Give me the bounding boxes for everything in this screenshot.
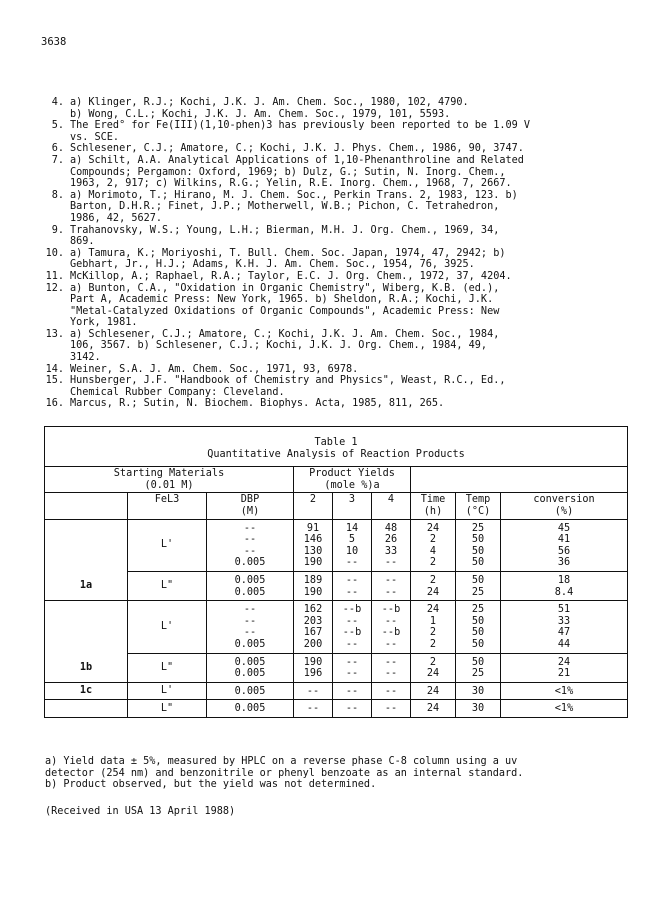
dbp-value: 0.005 — [234, 557, 266, 569]
results-table — [44, 426, 627, 718]
y4-cell — [372, 653, 411, 682]
reference-line: 1986, 42, 5627. — [70, 212, 163, 224]
reference-text — [70, 271, 638, 283]
conv-cell — [501, 682, 628, 700]
reference-text — [70, 143, 638, 155]
y2-value: 203 — [303, 615, 323, 627]
reference-item — [38, 120, 638, 143]
reference-item — [38, 225, 638, 248]
header-col-4: 4 — [372, 493, 411, 519]
header-temp-label: Temp — [465, 494, 491, 506]
header-col-2: 2 — [294, 493, 333, 519]
reference-line: a) Tamura, K.; Moriyoshi, T. Bull. Chem. Soc. Japan, 1974, 47, 2942; b) — [70, 247, 506, 259]
reference-line: a) Schlesener, C.J.; Amatore, C.; Kochi, J.K. J. Am. Chem. Soc., 1984, — [70, 328, 500, 340]
temp-value: 50 — [471, 534, 485, 546]
conv-value: 21 — [557, 668, 571, 680]
dbp-value: 0.005 — [234, 574, 266, 586]
reference-line: Chemical Rubber Company: Cleveland. — [70, 386, 285, 398]
y3-value: -- — [345, 638, 359, 650]
header-yields-sub: (mole %)a — [324, 479, 380, 491]
footnote-line: b) Product observed, but the yield was not determined. — [45, 779, 377, 791]
y2-value: -- — [306, 703, 320, 715]
temp-cell — [456, 519, 501, 571]
reference-line: Trahanovsky, W.S.; Young, L.H.; Bierman, M.H. J. Org. Chem., 1969, 34, — [70, 224, 500, 236]
reference-item — [38, 364, 638, 376]
y3-value: 5 — [348, 534, 356, 546]
reference-number: 15. — [45, 375, 64, 387]
temp-value: 25 — [471, 668, 485, 680]
y4-value: --b — [381, 604, 401, 616]
temp-cell — [456, 601, 501, 653]
reference-list — [38, 97, 638, 410]
dbp-value: -- — [243, 522, 257, 534]
reference-number: 16. — [45, 398, 64, 410]
conv-value: 41 — [557, 534, 571, 546]
y2-cell — [294, 571, 333, 600]
y4-cell — [372, 682, 411, 700]
header-time-label: Time — [420, 494, 446, 506]
reference-number: 5. — [51, 120, 64, 132]
y4-value: -- — [384, 638, 398, 650]
table-footnotes — [45, 756, 645, 791]
header-starting-sub: (0.01 M) — [144, 479, 194, 491]
reference-line: Part A, Academic Press: New York, 1965. b) Sheldon, R.A.; Kochi, J.K. — [70, 294, 494, 306]
temp-value: 25 — [471, 586, 485, 598]
table-row — [45, 653, 628, 682]
y4-value: 48 — [384, 522, 398, 534]
reference-item — [38, 398, 638, 410]
table-row — [45, 571, 628, 600]
y2-value: 146 — [303, 534, 323, 546]
dbp-value: 0.005 — [234, 703, 266, 715]
dbp-cell — [207, 571, 294, 600]
substrate-cell: 1b — [45, 653, 128, 682]
time-value: 24 — [426, 685, 440, 697]
temp-value: 50 — [471, 574, 485, 586]
reference-number: 9. — [51, 224, 64, 236]
reference-text — [70, 155, 638, 190]
time-value: 24 — [426, 703, 440, 715]
header-time-unit: (h) — [423, 505, 443, 517]
table-row — [45, 601, 628, 653]
temp-value: 25 — [471, 522, 485, 534]
temp-value: 25 — [471, 604, 485, 616]
reference-number: 14. — [45, 363, 64, 375]
y2-value: 91 — [306, 522, 320, 534]
reference-line: 3142. — [70, 352, 101, 364]
y3-cell — [333, 571, 372, 600]
y3-value: 14 — [345, 522, 359, 534]
reference-text — [70, 248, 638, 271]
reference-text — [70, 329, 638, 364]
y3-value: -- — [345, 656, 359, 668]
reference-item — [38, 143, 638, 155]
y3-value: --b — [342, 627, 362, 639]
conv-value: 44 — [557, 638, 571, 650]
dbp-value: 0.005 — [234, 638, 266, 650]
y2-value: 196 — [303, 668, 323, 680]
reference-line: a) Klinger, R.J.; Kochi, J.K. J. Am. Chem. Soc., 1980, 102, 4790. — [70, 97, 469, 108]
temp-value: 30 — [471, 685, 485, 697]
reference-number: 10. — [45, 247, 64, 259]
dbp-value: -- — [243, 627, 257, 639]
y4-cell — [372, 571, 411, 600]
y2-value: 190 — [303, 586, 323, 598]
y3-cell — [333, 653, 372, 682]
conv-cell — [501, 653, 628, 682]
dbp-cell — [207, 601, 294, 653]
temp-value: 50 — [471, 557, 485, 569]
time-cell — [411, 571, 456, 600]
reference-number: 12. — [45, 282, 64, 294]
reference-item — [38, 155, 638, 190]
reference-line: Gebhart, Jr., H.J.; Adams, K.H. J. Am. Chem. Soc., 1954, 76, 3925. — [70, 259, 475, 271]
y4-value: -- — [384, 574, 398, 586]
header-col-3: 3 — [333, 493, 372, 519]
reference-line: b) Wong, C.L.; Kochi, J.K. J. Am. Chem. Soc., 1979, 101, 5593. — [70, 108, 451, 120]
dbp-value: 0.005 — [234, 586, 266, 598]
table-row — [45, 519, 628, 571]
header-yields-label: Product Yields — [309, 468, 395, 480]
conv-cell — [501, 571, 628, 600]
header-time — [411, 493, 456, 519]
header-fel3: FeL3 — [128, 493, 207, 519]
time-value: 2 — [429, 574, 437, 586]
reference-line: Weiner, S.A. J. Am. Chem. Soc., 1971, 93, 6978. — [70, 363, 359, 375]
time-value: 24 — [426, 522, 440, 534]
substrate-cell: 1a — [45, 571, 128, 600]
table-caption — [45, 427, 628, 467]
y3-cell — [333, 601, 372, 653]
y3-value: -- — [345, 574, 359, 586]
time-value: 1 — [429, 615, 437, 627]
y2-cell — [294, 519, 333, 571]
dbp-value: -- — [243, 604, 257, 616]
y3-value: -- — [345, 668, 359, 680]
y2-cell — [294, 700, 333, 718]
header-dbp-label: DBP — [240, 494, 260, 506]
dbp-cell — [207, 519, 294, 571]
reference-line: a) Schilt, A.A. Analytical Applications of 1,10-Phenanthroline and Related — [70, 154, 524, 166]
header-starting-materials — [45, 467, 294, 493]
reference-line: Marcus, R.; Sutin, N. Biochem. Biophys. Acta, 1985, 811, 265. — [70, 398, 445, 410]
reference-line: Compounds; Pergamon: Oxford, 1969; b) Dulz, G.; Sutin, N. Inorg. Chem., — [70, 166, 506, 178]
reference-number: 6. — [51, 143, 64, 155]
reference-line: McKillop, A.; Raphael, R.A.; Taylor, E.C. J. Org. Chem., 1972, 37, 4204. — [70, 270, 512, 282]
header-conv-label: conversion — [533, 494, 595, 506]
ligand-cell: L" — [128, 653, 207, 682]
conv-value: <1% — [554, 703, 574, 715]
time-value: 2 — [429, 627, 437, 639]
dbp-value: -- — [243, 534, 257, 546]
reference-text — [70, 120, 638, 143]
table-row — [45, 682, 628, 700]
y2-value: 200 — [303, 638, 323, 650]
y4-value: -- — [384, 615, 398, 627]
temp-cell — [456, 682, 501, 700]
y3-cell — [333, 519, 372, 571]
time-value: 24 — [426, 586, 440, 598]
received-date: (Received in USA 13 April 1988) — [45, 806, 236, 817]
y4-value: -- — [384, 668, 398, 680]
reference-text — [70, 375, 638, 398]
reference-item — [38, 248, 638, 271]
header-temp-unit: (°C) — [465, 505, 491, 517]
y4-value: -- — [384, 557, 398, 569]
header-dbp — [207, 493, 294, 519]
conv-cell — [501, 601, 628, 653]
dbp-cell — [207, 653, 294, 682]
time-value: 2 — [429, 656, 437, 668]
time-cell — [411, 682, 456, 700]
reference-line: a) Morimoto, T.; Hirano, M. J. Chem. Soc., Perkin Trans. 2, 1983, 123. b) — [70, 189, 518, 201]
reference-item — [38, 283, 638, 329]
reference-line: York, 1981. — [70, 317, 138, 329]
time-value: 4 — [429, 545, 437, 557]
y4-cell — [372, 700, 411, 718]
y4-value: 26 — [384, 534, 398, 546]
y2-value: 130 — [303, 545, 323, 557]
substrate-cell — [45, 519, 128, 571]
y3-cell — [333, 700, 372, 718]
dbp-value: -- — [243, 545, 257, 557]
ligand-cell: L' — [128, 601, 207, 653]
temp-value: 50 — [471, 615, 485, 627]
substrate-cell: 1c — [45, 682, 128, 700]
reference-line: 106, 3567. b) Schlesener, C.J.; Kochi, J.K. J. Org. Chem., 1984, 49, — [70, 340, 488, 352]
dbp-value: 0.005 — [234, 668, 266, 680]
temp-value: 50 — [471, 545, 485, 557]
conv-value: 18 — [557, 574, 571, 586]
substrate-cell — [45, 601, 128, 653]
conv-value: 45 — [557, 522, 571, 534]
reference-text — [70, 225, 638, 248]
conv-value: 47 — [557, 627, 571, 639]
conv-value: 33 — [557, 615, 571, 627]
ligand-cell: L" — [128, 571, 207, 600]
time-value: 2 — [429, 638, 437, 650]
conv-value: 36 — [557, 557, 571, 569]
reference-text — [70, 364, 638, 376]
conv-cell — [501, 700, 628, 718]
header-substrate — [45, 493, 128, 519]
temp-cell — [456, 571, 501, 600]
reference-line: "Metal-Catalyzed Oxidations of Organic Compounds", Academic Press: New — [70, 305, 500, 317]
reference-text — [70, 190, 638, 225]
header-dbp-unit: (M) — [240, 505, 260, 517]
reference-line: Barton, D.H.R.; Finet, J.P.; Motherwell, W.B.; Pichon, C. Tetrahedron, — [70, 201, 500, 213]
conv-value: 24 — [557, 656, 571, 668]
substrate-cell — [45, 700, 128, 718]
reference-item — [38, 329, 638, 364]
reference-item — [38, 271, 638, 283]
dbp-cell — [207, 682, 294, 700]
reference-line: 869. — [70, 236, 95, 248]
conv-value: 51 — [557, 604, 571, 616]
y2-value: 189 — [303, 574, 323, 586]
y3-cell — [333, 682, 372, 700]
y4-value: -- — [384, 656, 398, 668]
page-number: 3638 — [41, 36, 67, 48]
y4-value: 33 — [384, 545, 398, 557]
conv-value: 56 — [557, 545, 571, 557]
header-starting-label: Starting Materials — [113, 468, 225, 480]
reference-line: a) Bunton, C.A., "Oxidation in Organic Chemistry", Wiberg, K.B. (ed.), — [70, 282, 500, 294]
reference-number: 11. — [45, 270, 64, 282]
temp-cell — [456, 700, 501, 718]
reference-item — [38, 97, 638, 120]
ligand-cell: L" — [128, 700, 207, 718]
time-cell — [411, 601, 456, 653]
y3-value: -- — [345, 615, 359, 627]
reference-line: 1963, 2, 917; c) Wilkins, R.G.; Yelin, R.E. Inorg. Chem., 1968, 7, 2667. — [70, 178, 512, 190]
reference-line: Schlesener, C.J.; Amatore, C.; Kochi, J.K. J. Phys. Chem., 1986, 90, 3747. — [70, 143, 524, 155]
temp-value: 50 — [471, 627, 485, 639]
y2-value: 190 — [303, 557, 323, 569]
time-value: 24 — [426, 668, 440, 680]
reference-item — [38, 190, 638, 225]
time-value: 2 — [429, 534, 437, 546]
y4-value: -- — [384, 586, 398, 598]
header-conv-unit: (%) — [554, 505, 574, 517]
y4-value: -- — [384, 703, 398, 715]
reference-number: 4. — [51, 97, 64, 108]
conv-cell — [501, 519, 628, 571]
time-cell — [411, 519, 456, 571]
y3-value: 10 — [345, 545, 359, 557]
y2-value: 162 — [303, 604, 323, 616]
footnote-line: a) Yield data ± 5%, measured by HPLC on a reverse phase C-8 column using a uv — [45, 756, 518, 767]
temp-cell — [456, 653, 501, 682]
conv-value: 8.4 — [554, 586, 574, 598]
y2-value: 167 — [303, 627, 323, 639]
y3-value: -- — [345, 685, 359, 697]
y2-cell — [294, 653, 333, 682]
y2-cell — [294, 601, 333, 653]
table-title: Table 1 — [314, 437, 358, 448]
header-blank — [411, 467, 628, 493]
temp-value: 30 — [471, 703, 485, 715]
reference-line: vs. SCE. — [70, 131, 120, 143]
dbp-cell — [207, 700, 294, 718]
header-product-yields — [294, 467, 411, 493]
reference-line: The Ered° for Fe(III)(1,10-phen)3 has previously been reported to be 1.09 V — [70, 120, 531, 132]
header-conversion — [501, 493, 628, 519]
y3-value: -- — [345, 703, 359, 715]
conv-value: <1% — [554, 685, 574, 697]
time-cell — [411, 700, 456, 718]
ligand-cell: L' — [128, 519, 207, 571]
reference-number: 8. — [51, 189, 64, 201]
y4-value: --b — [381, 627, 401, 639]
time-value: 24 — [426, 604, 440, 616]
table-subtitle: Quantitative Analysis of Reaction Products — [207, 448, 465, 460]
reference-number: 7. — [51, 154, 64, 166]
dbp-value: 0.005 — [234, 685, 266, 697]
reference-text — [70, 283, 638, 329]
footnote-line: detector (254 nm) and benzonitrile or phenyl benzoate as an internal standard. — [45, 767, 524, 779]
dbp-value: -- — [243, 615, 257, 627]
reference-item — [38, 375, 638, 398]
reference-text — [70, 97, 638, 120]
time-value: 2 — [429, 557, 437, 569]
y3-value: --b — [342, 604, 362, 616]
y2-value: 190 — [303, 656, 323, 668]
y4-value: -- — [384, 685, 398, 697]
y4-cell — [372, 519, 411, 571]
temp-value: 50 — [471, 638, 485, 650]
ligand-cell: L' — [128, 682, 207, 700]
reference-line: Hunsberger, J.F. "Handbook of Chemistry and Physics", Weast, R.C., Ed., — [70, 375, 506, 387]
y4-cell — [372, 601, 411, 653]
y2-cell — [294, 682, 333, 700]
table-row — [45, 700, 628, 718]
dbp-value: 0.005 — [234, 656, 266, 668]
temp-value: 50 — [471, 656, 485, 668]
y2-value: -- — [306, 685, 320, 697]
y3-value: -- — [345, 586, 359, 598]
reference-text — [70, 398, 638, 410]
header-temp — [456, 493, 501, 519]
time-cell — [411, 653, 456, 682]
y3-value: -- — [345, 557, 359, 569]
reference-number: 13. — [45, 328, 64, 340]
